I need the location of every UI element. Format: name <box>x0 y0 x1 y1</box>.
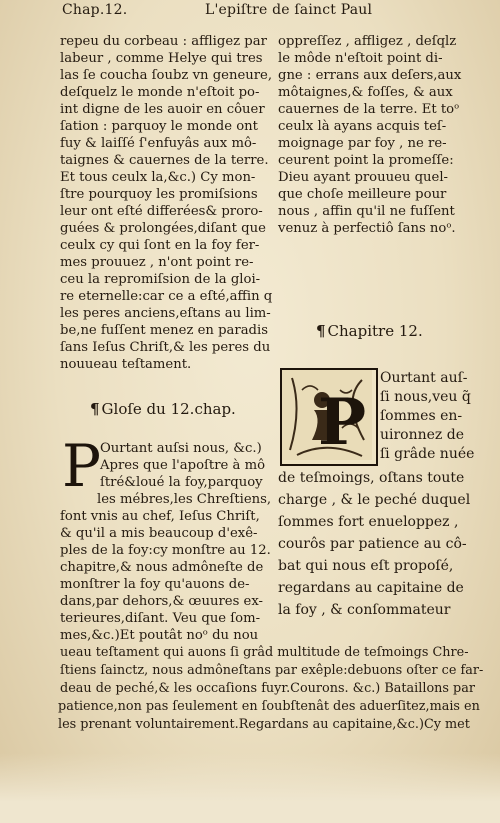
text-line: mes,&c.)Et poutât noᵒ du nou <box>60 628 259 643</box>
text-line: moignage par foy , ne re- <box>278 136 447 151</box>
text-line: ceurent point la promeſſe: <box>278 153 454 168</box>
text-line: patience,non pas ſeulement en ſoubſtenât des aduerſitez,mais en <box>58 699 480 714</box>
text-line: môtaignes,& foſſes, & aux <box>278 85 453 100</box>
text-line: la foy , & conſommateur <box>278 602 451 618</box>
text-line: gne : errans aux deſers,aux <box>278 68 462 83</box>
text-line: le môde n'eſtoit point di- <box>278 51 443 66</box>
text-line: ſation : parquoy le monde ont <box>60 119 258 134</box>
text-line: ſommes en- <box>380 408 463 424</box>
text-line: Apres que l'apoſtre à mô <box>100 458 266 473</box>
text-line: Dieu ayant prouueu quel- <box>278 170 449 185</box>
text-line: courôs par patience au cô- <box>278 536 467 552</box>
text-line: ſans Ieſus Chriſt,& les peres du <box>60 340 271 355</box>
gloss-drop-initial: P <box>62 432 102 500</box>
text-line: ceulx cy qui ſont en la foy fer- <box>60 238 260 253</box>
text-line: que choſe meilleure pour <box>278 187 447 202</box>
text-line: & qu'il a mis beaucoup d'exê- <box>60 526 258 541</box>
text-line: dans,par dehors,& œuures ex- <box>60 594 263 609</box>
running-head-title: L'epiſtre de ſainct Paul <box>205 2 373 18</box>
text-line: Et tous ceulx la,&c.) Cy mon- <box>60 170 256 185</box>
text-line: de teſmoings, oſtans toute <box>278 470 465 486</box>
text-line: ſi grâde nuée <box>380 446 475 462</box>
text-line: guées & prolongées,diſant que <box>60 221 266 236</box>
text-line: fuy & laiſſé ſ'enfuyâs aux mô- <box>60 136 257 151</box>
chapter-heading-text: Chapitre 12. <box>327 322 423 340</box>
text-line: mes prouuez , n'ont point re- <box>60 255 254 270</box>
text-line: ſtiens ſainctz, nous admôneſtans par exêple:debuons oſter ce far- <box>60 663 484 678</box>
woodcut-initial-icon <box>282 370 372 460</box>
text-line: ſtre pourquoy les promiſsions <box>60 187 258 202</box>
decorated-initial <box>280 368 378 466</box>
text-line: ſommes fort enueloppez , <box>278 514 459 530</box>
chapter-heading <box>316 322 423 340</box>
text-line: deau de peché,& les occaſions fuyr.Courons. &c.) Bataillons par <box>60 681 475 696</box>
text-line: Ourtant auſsi nous, &c.) <box>100 441 262 456</box>
text-line: taignes & cauernes de la terre. <box>60 153 269 168</box>
text-line: nous , affin qu'il ne fuſſent <box>278 204 455 219</box>
text-line: bat qui nous eſt propoſé, <box>278 558 454 574</box>
text-line: cauernes de la terre. Et toᵒ <box>278 102 460 117</box>
text-line: Ourtant auſ- <box>380 370 468 386</box>
text-line: deſquelz le monde n'eſtoit po- <box>60 85 260 100</box>
gloss-heading <box>90 400 236 418</box>
initial-letter: P <box>318 385 367 460</box>
text-line: las ſe coucha ſoubz vn geneure, <box>60 68 273 83</box>
text-line: repeu du corbeau : affligez par <box>60 34 267 49</box>
text-line: terieures,diſant. Veu que ſom- <box>60 611 261 626</box>
text-line: be,ne fuſſent menez en paradis <box>60 323 268 338</box>
text-line: les mébres,les Chreſtiens, <box>97 492 272 507</box>
text-line: chapitre,& nous admôneſte de <box>60 560 264 575</box>
gloss-heading-text: Gloſe du 12.chap. <box>101 400 236 418</box>
text-line: monſtrer la foy qu'auons de- <box>60 577 250 592</box>
page-edge-fade <box>0 753 500 823</box>
pilcrow-icon: ¶ <box>90 400 100 418</box>
text-line: font vnis au chef, Ieſus Chriſt, <box>60 509 260 524</box>
text-line: charge , & le peché duquel <box>278 492 471 508</box>
text-line: ceu la repromiſsion de la gloi- <box>60 272 261 287</box>
text-line: venuz à perfectiô ſans noᵒ. <box>278 221 456 236</box>
text-line: ſtré&loué la foy,parquoy <box>100 475 263 490</box>
text-line: oppreſſez , affligez , deſqlz <box>278 34 457 49</box>
text-line: re eternelle:car ce a eſté,affin q <box>60 289 273 304</box>
text-line: ceulx là ayans acquis teſ- <box>278 119 447 134</box>
text-line: int digne de les auoir en côuer <box>60 102 265 117</box>
text-line: ples de la foy:cy monſtre au 12. <box>60 543 271 558</box>
text-line: uironnez de <box>380 427 465 443</box>
running-head-chapter: Chap.12. <box>62 2 128 18</box>
text-line: les peres anciens,eſtans au lim- <box>60 306 271 321</box>
text-line: nouueau teſtament. <box>60 357 192 372</box>
text-line: ſi nous,veu q̃ <box>380 389 471 405</box>
text-line: labeur , comme Helye qui tres <box>60 51 263 66</box>
text-line: les prenant voluntairement.Regardans au capitaine,&c.)Cy met <box>58 717 470 732</box>
text-line: leur ont eſté differées& proro- <box>60 204 263 219</box>
pilcrow-icon: ¶ <box>316 322 326 340</box>
text-line: ueau teſtament qui auons ſi grâd multitude de teſmoings Chre- <box>60 645 469 660</box>
text-line: regardans au capitaine de <box>278 580 464 596</box>
